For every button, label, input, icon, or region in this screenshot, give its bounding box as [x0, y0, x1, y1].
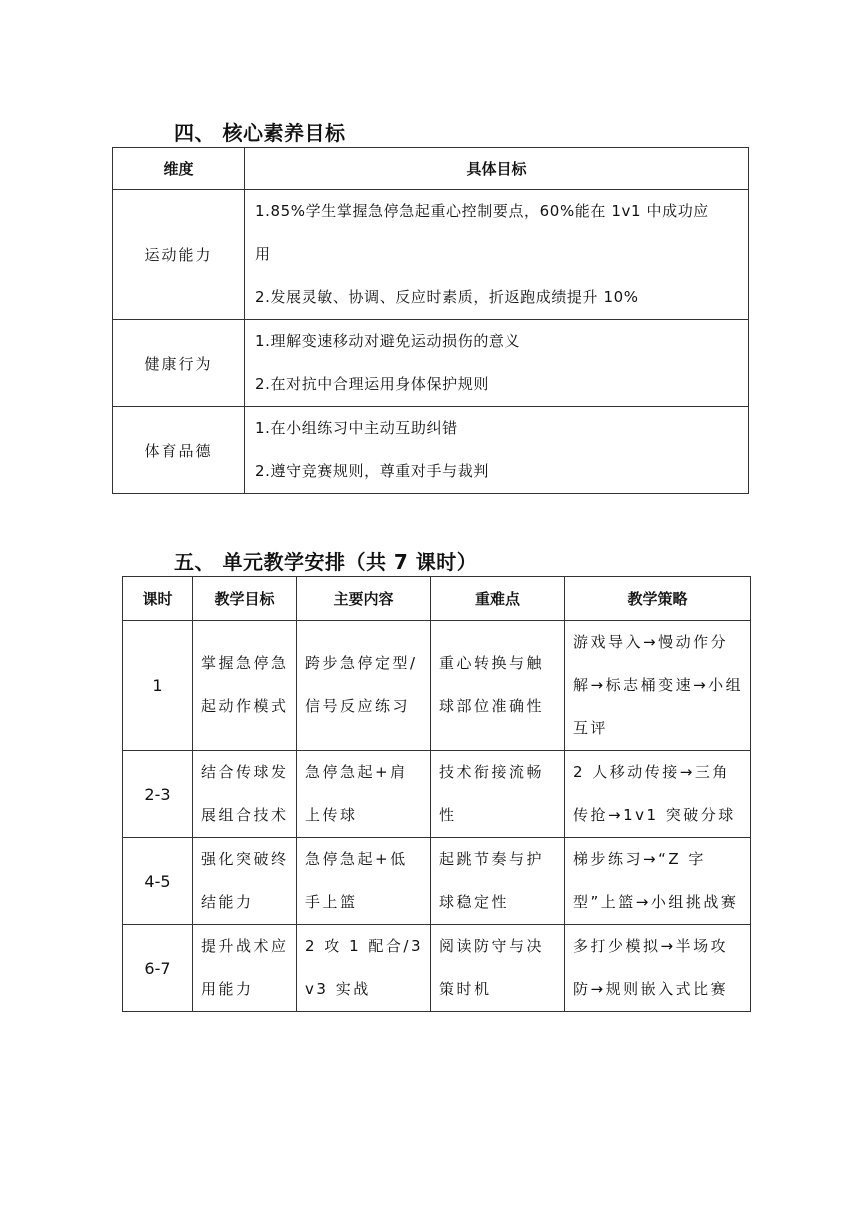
key-point-cell: [431, 925, 565, 1012]
cell-text: 技术衔接流畅性: [439, 763, 545, 824]
table-row: [123, 838, 751, 925]
goal-line: 1.85%学生掌握急停急起重心控制要点，60%能在 1v1 中成功应: [255, 202, 709, 220]
goal-cell: [245, 407, 749, 494]
core-goals-table: [112, 147, 749, 494]
content-cell: [297, 751, 431, 838]
unit-schedule-table: [122, 576, 751, 1012]
cell-text: 起跳节奏与护球稳定性: [439, 850, 545, 911]
goal-line: 2.遵守竞赛规则，尊重对手与裁判: [255, 462, 489, 480]
cell-text: 急停急起+肩上传球: [305, 763, 408, 824]
table-header-row: [113, 148, 749, 190]
goal-cell: [193, 751, 297, 838]
table-row: [123, 621, 751, 751]
goal-cell: [245, 320, 749, 407]
column-header: 教学目标: [193, 577, 297, 621]
content-cell: [297, 925, 431, 1012]
lesson-cell: 1: [123, 621, 193, 751]
table-row: [113, 407, 749, 494]
table-row: [123, 751, 751, 838]
column-header: 主要内容: [297, 577, 431, 621]
content-cell: [297, 838, 431, 925]
cell-text: 多打少模拟→半场攻防→规则嵌入式比赛: [573, 937, 729, 998]
table-row: [123, 925, 751, 1012]
lesson-cell: 6-7: [123, 925, 193, 1012]
column-header: 重难点: [431, 577, 565, 621]
goal-cell: [193, 621, 297, 751]
cell-text: 强化突破终结能力: [201, 850, 289, 911]
column-header: 具体目标: [245, 148, 749, 190]
cell-text: 阅读防守与决策时机: [439, 937, 545, 998]
table-row: [113, 190, 749, 320]
goal-line: 用: [255, 245, 271, 263]
strategy-cell: [565, 838, 751, 925]
goal-line: 1.理解变速移动对避免运动损伤的意义: [255, 332, 521, 350]
table-row: [113, 320, 749, 407]
cell-text: 2 攻 1 配合/3v3 实战: [305, 937, 423, 998]
cell-text: 游戏导入→慢动作分解→标志桶变速→小组互评: [573, 633, 744, 737]
dimension-cell: 健康行为: [113, 320, 245, 407]
strategy-cell: [565, 925, 751, 1012]
content-cell: [297, 621, 431, 751]
key-point-cell: [431, 751, 565, 838]
key-point-cell: [431, 621, 565, 751]
cell-text: 2 人移动传接→三角传抢→1v1 突破分球: [573, 763, 736, 824]
cell-text: 结合传球发展组合技术: [201, 763, 289, 824]
section-heading-unit-schedule: 五、 单元教学安排（共 7 课时）: [174, 550, 478, 574]
lesson-cell: 2-3: [123, 751, 193, 838]
goal-line: 2.发展灵敏、协调、反应时素质，折返跑成绩提升 10%: [255, 288, 639, 306]
cell-text: 急停急起+低手上篮: [305, 850, 408, 911]
dimension-cell: 运动能力: [113, 190, 245, 320]
cell-text: 掌握急停急起动作模式: [201, 654, 289, 715]
strategy-cell: [565, 621, 751, 751]
strategy-cell: [565, 751, 751, 838]
column-header: 维度: [113, 148, 245, 190]
lesson-cell: 4-5: [123, 838, 193, 925]
column-header: 课时: [123, 577, 193, 621]
goal-cell: [193, 838, 297, 925]
section-heading-core-goals: 四、 核心素养目标: [174, 121, 346, 145]
goal-cell: [193, 925, 297, 1012]
cell-text: 重心转换与触球部位准确性: [439, 654, 545, 715]
cell-text: 跨步急停定型/信号反应练习: [305, 654, 418, 715]
goal-cell: [245, 190, 749, 320]
table-header-row: [123, 577, 751, 621]
cell-text: 提升战术应用能力: [201, 937, 289, 998]
goal-line: 1.在小组练习中主动互助纠错: [255, 419, 458, 437]
cell-text: 梯步练习→“Z 字型”上篮→小组挑战赛: [573, 850, 739, 911]
key-point-cell: [431, 838, 565, 925]
dimension-cell: 体育品德: [113, 407, 245, 494]
column-header: 教学策略: [565, 577, 751, 621]
goal-line: 2.在对抗中合理运用身体保护规则: [255, 375, 489, 393]
